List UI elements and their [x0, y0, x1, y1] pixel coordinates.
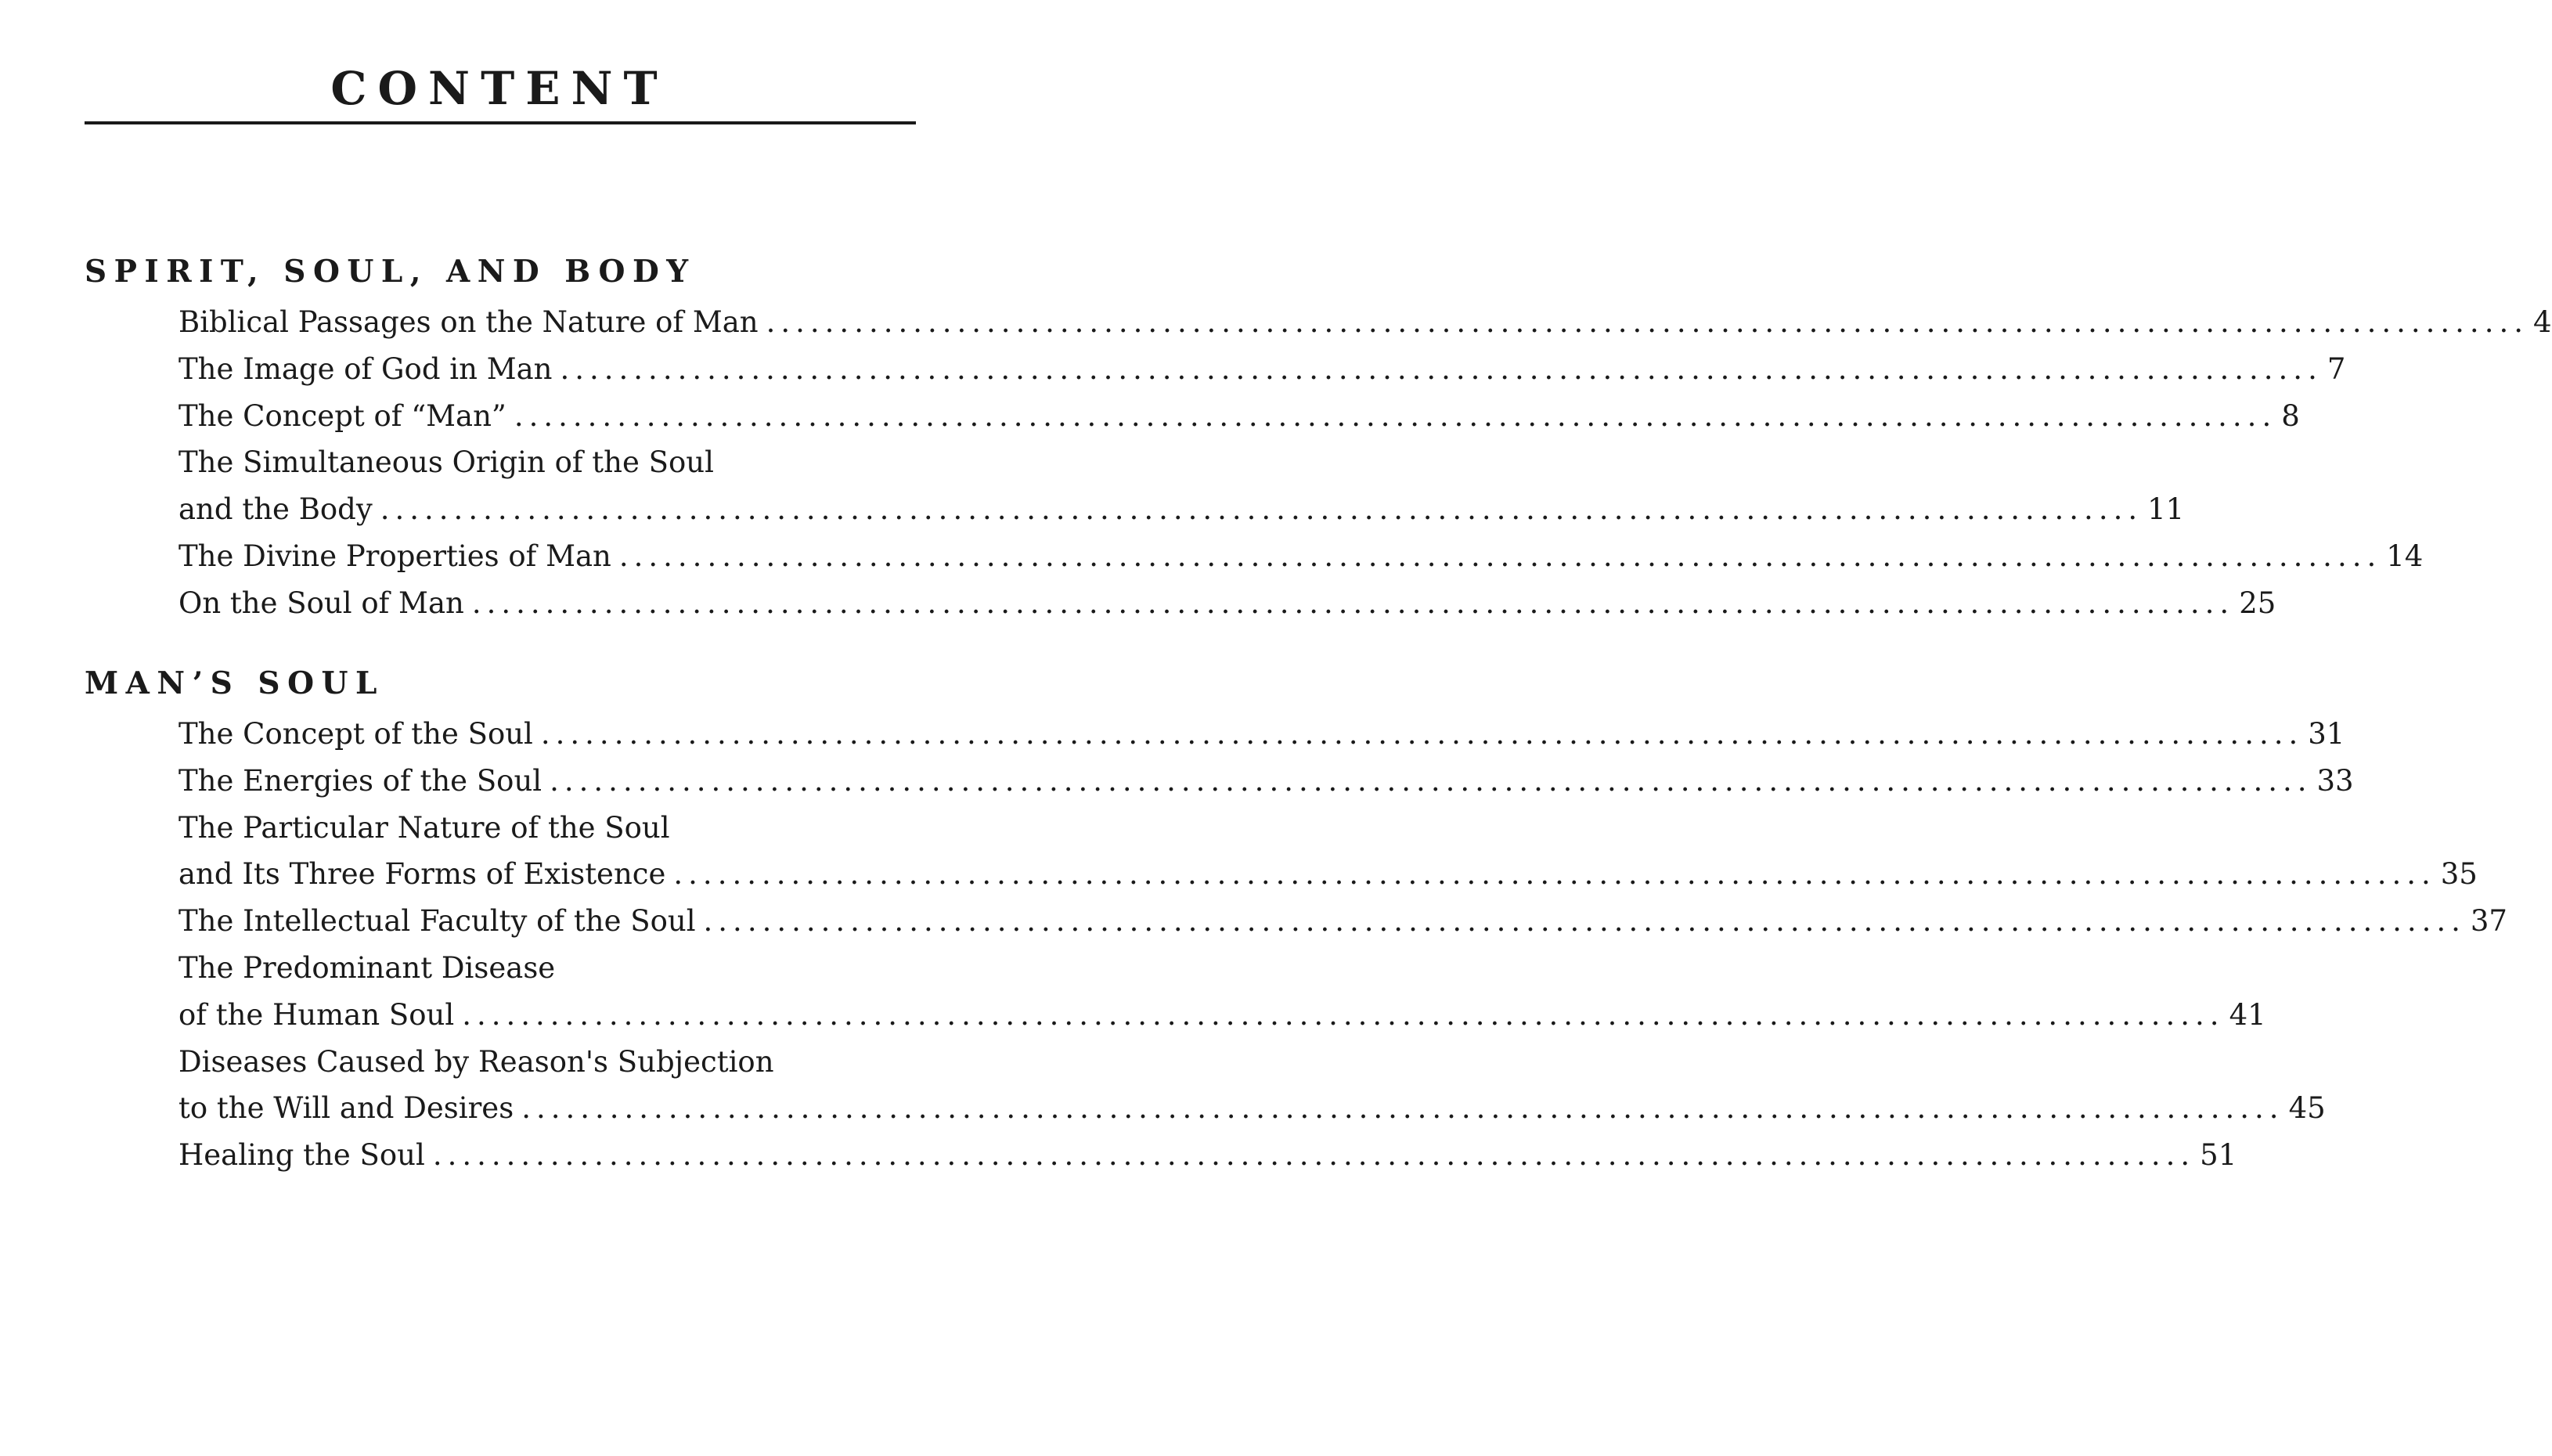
- toc-entry-title-line: The Intellectual Faculty of the Soul: [178, 904, 696, 939]
- toc-entry-title-line: The Image of God in Man: [178, 351, 553, 386]
- page-title: CONTENT: [330, 62, 669, 115]
- toc-entry-title-line: The Simultaneous Origin of the Soul: [178, 445, 714, 480]
- dot-leader: ........................................................................................................................: [540, 717, 2304, 751]
- section-heading: MAN’S SOUL: [85, 665, 384, 701]
- section-heading: SPIRIT, SOUL, AND BODY: [85, 254, 696, 290]
- toc-entry-title-line: The Particular Nature of the Soul: [178, 810, 670, 845]
- toc-entry-title-line: The Concept of the Soul: [178, 717, 533, 751]
- toc-entry[interactable]: [178, 945, 2266, 1039]
- toc-entry-title-line: Biblical Passages on the Nature of Man: [178, 305, 759, 339]
- page-number: 7: [2327, 351, 2346, 386]
- toc-entry[interactable]: [178, 805, 2478, 899]
- dot-leader: ........................................................................................................................: [380, 492, 2143, 527]
- dot-leader: ........................................................................................................................: [550, 763, 2312, 798]
- dot-leader: ........................................................................................................................: [432, 1138, 2196, 1173]
- dot-leader: ........................................................................................................................: [703, 904, 2466, 939]
- toc-entry[interactable]: [178, 533, 2424, 580]
- dot-leader: ........................................................................................................................: [521, 1091, 2284, 1126]
- page-number: 4: [2532, 305, 2552, 339]
- page-number: 25: [2239, 586, 2276, 620]
- page-number: 11: [2147, 492, 2185, 527]
- section-spirit-soul-body: [85, 252, 2552, 627]
- toc-entry-title-line: The Divine Properties of Man: [178, 539, 611, 573]
- toc-entry[interactable]: [178, 1039, 2326, 1133]
- toc-entry-title-line: and the Body: [178, 492, 373, 527]
- dot-leader: ........................................................................................................................: [471, 586, 2235, 620]
- toc-entry[interactable]: [178, 898, 2507, 945]
- dot-leader: ........................................................................................................................: [560, 351, 2323, 386]
- page-number: 8: [2281, 398, 2300, 433]
- toc-entry-title-line: The Concept of “Man”: [178, 398, 506, 433]
- page-number: 45: [2288, 1091, 2326, 1126]
- toc-entry-title-line: The Energies of the Soul: [178, 763, 542, 798]
- toc-entry-title-line: to the Will and Desires: [178, 1091, 514, 1126]
- toc-entry[interactable]: [178, 393, 2300, 440]
- page-number: 31: [2308, 717, 2345, 751]
- section-mans-soul: [85, 664, 2507, 1179]
- dot-leader: ........................................................................................................................: [766, 305, 2529, 339]
- toc-entry-title-line: The Predominant Disease: [178, 950, 556, 985]
- toc-entry[interactable]: [178, 758, 2354, 805]
- page-number: 51: [2200, 1138, 2237, 1173]
- toc-entries: [178, 299, 2552, 627]
- page-number: 14: [2386, 539, 2424, 573]
- dot-leader: ........................................................................................................................: [618, 539, 2382, 573]
- page-number: 41: [2229, 997, 2266, 1032]
- dot-leader: ........................................................................................................................: [514, 398, 2277, 433]
- title-rule: [85, 121, 916, 124]
- toc-entry-title-line: of the Human Soul: [178, 997, 455, 1032]
- toc-entry[interactable]: [178, 299, 2552, 346]
- toc-entry[interactable]: [178, 580, 2276, 627]
- toc-entry[interactable]: [178, 439, 2185, 533]
- toc-entries: [178, 711, 2507, 1179]
- toc-entry[interactable]: [178, 711, 2345, 758]
- page-number: 35: [2440, 857, 2478, 892]
- toc-entry-title-line: Healing the Soul: [178, 1138, 425, 1173]
- toc-entry-title-line: Diseases Caused by Reason's Subjection: [178, 1044, 774, 1079]
- dot-leader: ........................................................................................................................: [673, 857, 2436, 892]
- page-number: 37: [2470, 904, 2507, 939]
- dot-leader: ........................................................................................................................: [462, 997, 2225, 1032]
- toc-entry-title-line: On the Soul of Man: [178, 586, 464, 620]
- toc-entry-title-line: and Its Three Forms of Existence: [178, 857, 666, 892]
- toc-entry[interactable]: [178, 1132, 2237, 1179]
- page-number: 33: [2316, 763, 2354, 798]
- toc-entry[interactable]: [178, 346, 2346, 393]
